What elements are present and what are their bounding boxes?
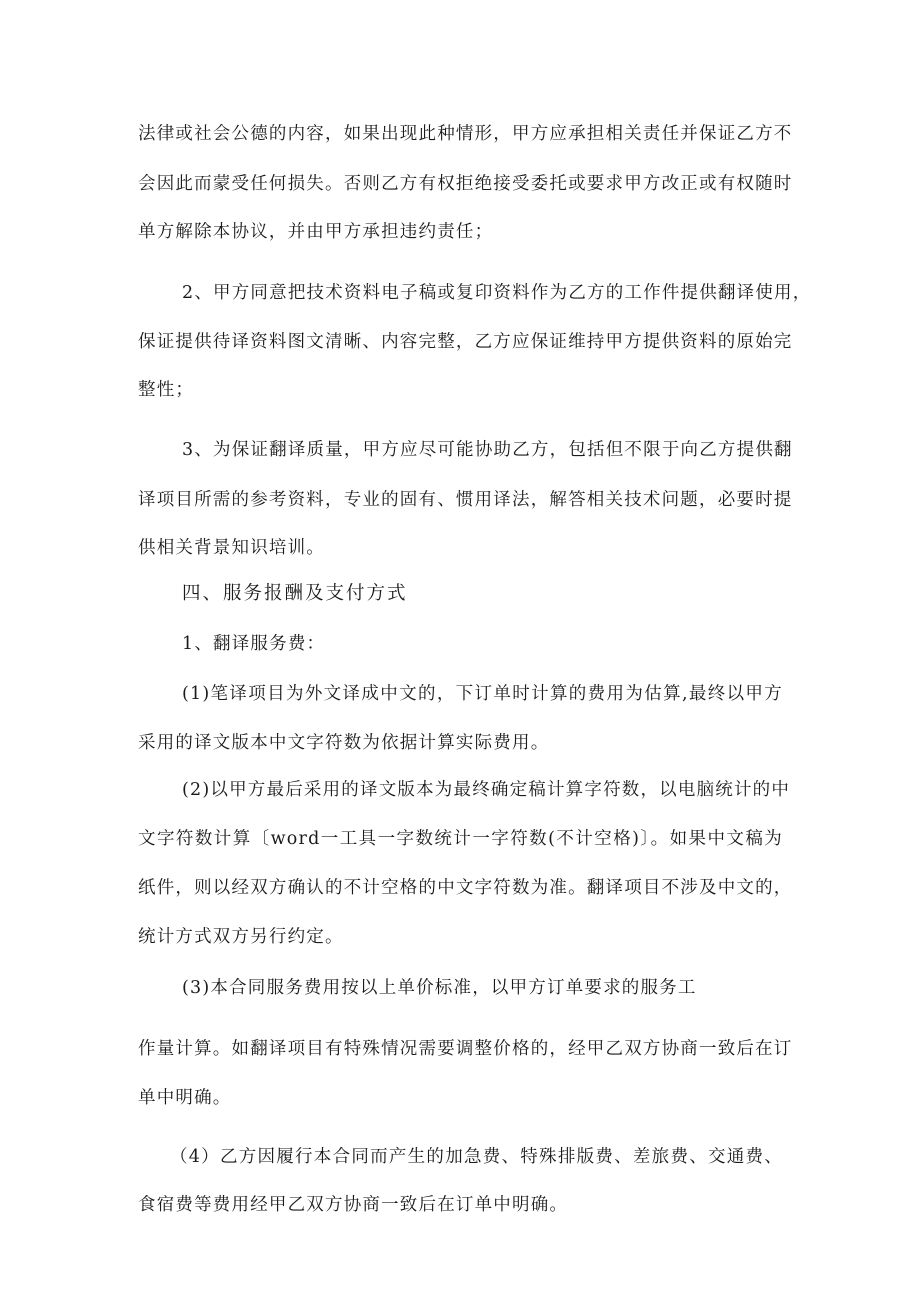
text-line: (1)笔译项目为外文译成中文的，下订单时计算的费用为估算,最终以甲方	[182, 684, 783, 704]
subsection-heading: 1、翻译服务费：	[182, 634, 326, 654]
text-line: 供相关背景知识培训。	[138, 538, 325, 558]
text-line: 保证提供待译资料图文清晰、内容完整，乙方应保证维持甲方提供资料的原始完	[138, 332, 793, 352]
text-line: 纸件，则以经双方确认的不计空格的中文字符数为准。翻译项目不涉及中文的，	[138, 878, 793, 898]
text-line: 2、甲方同意把技术资料电子稿或复印资料作为乙方的工作件提供翻译使用，	[182, 283, 812, 303]
text-line: 译项目所需的参考资料，专业的固有、惯用译法，解答相关技术问题，必要时提	[138, 490, 793, 510]
text-line: 采用的译文版本中文字符数为依据计算实际费用。	[138, 733, 550, 753]
text-line: 食宿费等费用经甲乙双方协商一致后在订单中明确。	[138, 1195, 569, 1215]
text-line: 法律或社会公德的内容，如果出现此种情形，甲方应承担相关责任并保证乙方不	[138, 124, 793, 144]
section-heading: 四、服务报酬及支付方式	[182, 583, 408, 604]
text-line: 整性；	[138, 380, 195, 400]
text-line: 文字符数计算〔word一工具一字数统计一字符数(不计空格)〕。如果中文稿为	[138, 829, 783, 849]
text-line: 统计方式双方另行约定。	[138, 927, 344, 947]
text-line: （4）乙方因履行本合同而产生的加急费、特殊排版费、差旅费、交通费、	[170, 1147, 783, 1167]
text-line: 单中明确。	[138, 1088, 232, 1108]
text-line: 3、为保证翻译质量，甲方应尽可能协助乙方，包括但不限于向乙方提供翻	[182, 440, 793, 460]
text-line: (2)以甲方最后采用的译文版本为最终确定稿计算字符数，以电脑统计的中	[182, 780, 791, 800]
text-line: 作量计算。如翻译项目有特殊情况需要调整价格的，经甲乙双方协商一致后在订	[138, 1039, 793, 1059]
text-line: 会因此而蒙受任何损失。否则乙方有权拒绝接受委托或要求甲方改正或有权随时	[138, 174, 793, 194]
text-line: (3)本合同服务费用按以上单价标准，以甲方订单要求的服务工	[182, 978, 697, 998]
text-line: 单方解除本协议，并由甲方承担违约责任；	[138, 222, 494, 242]
